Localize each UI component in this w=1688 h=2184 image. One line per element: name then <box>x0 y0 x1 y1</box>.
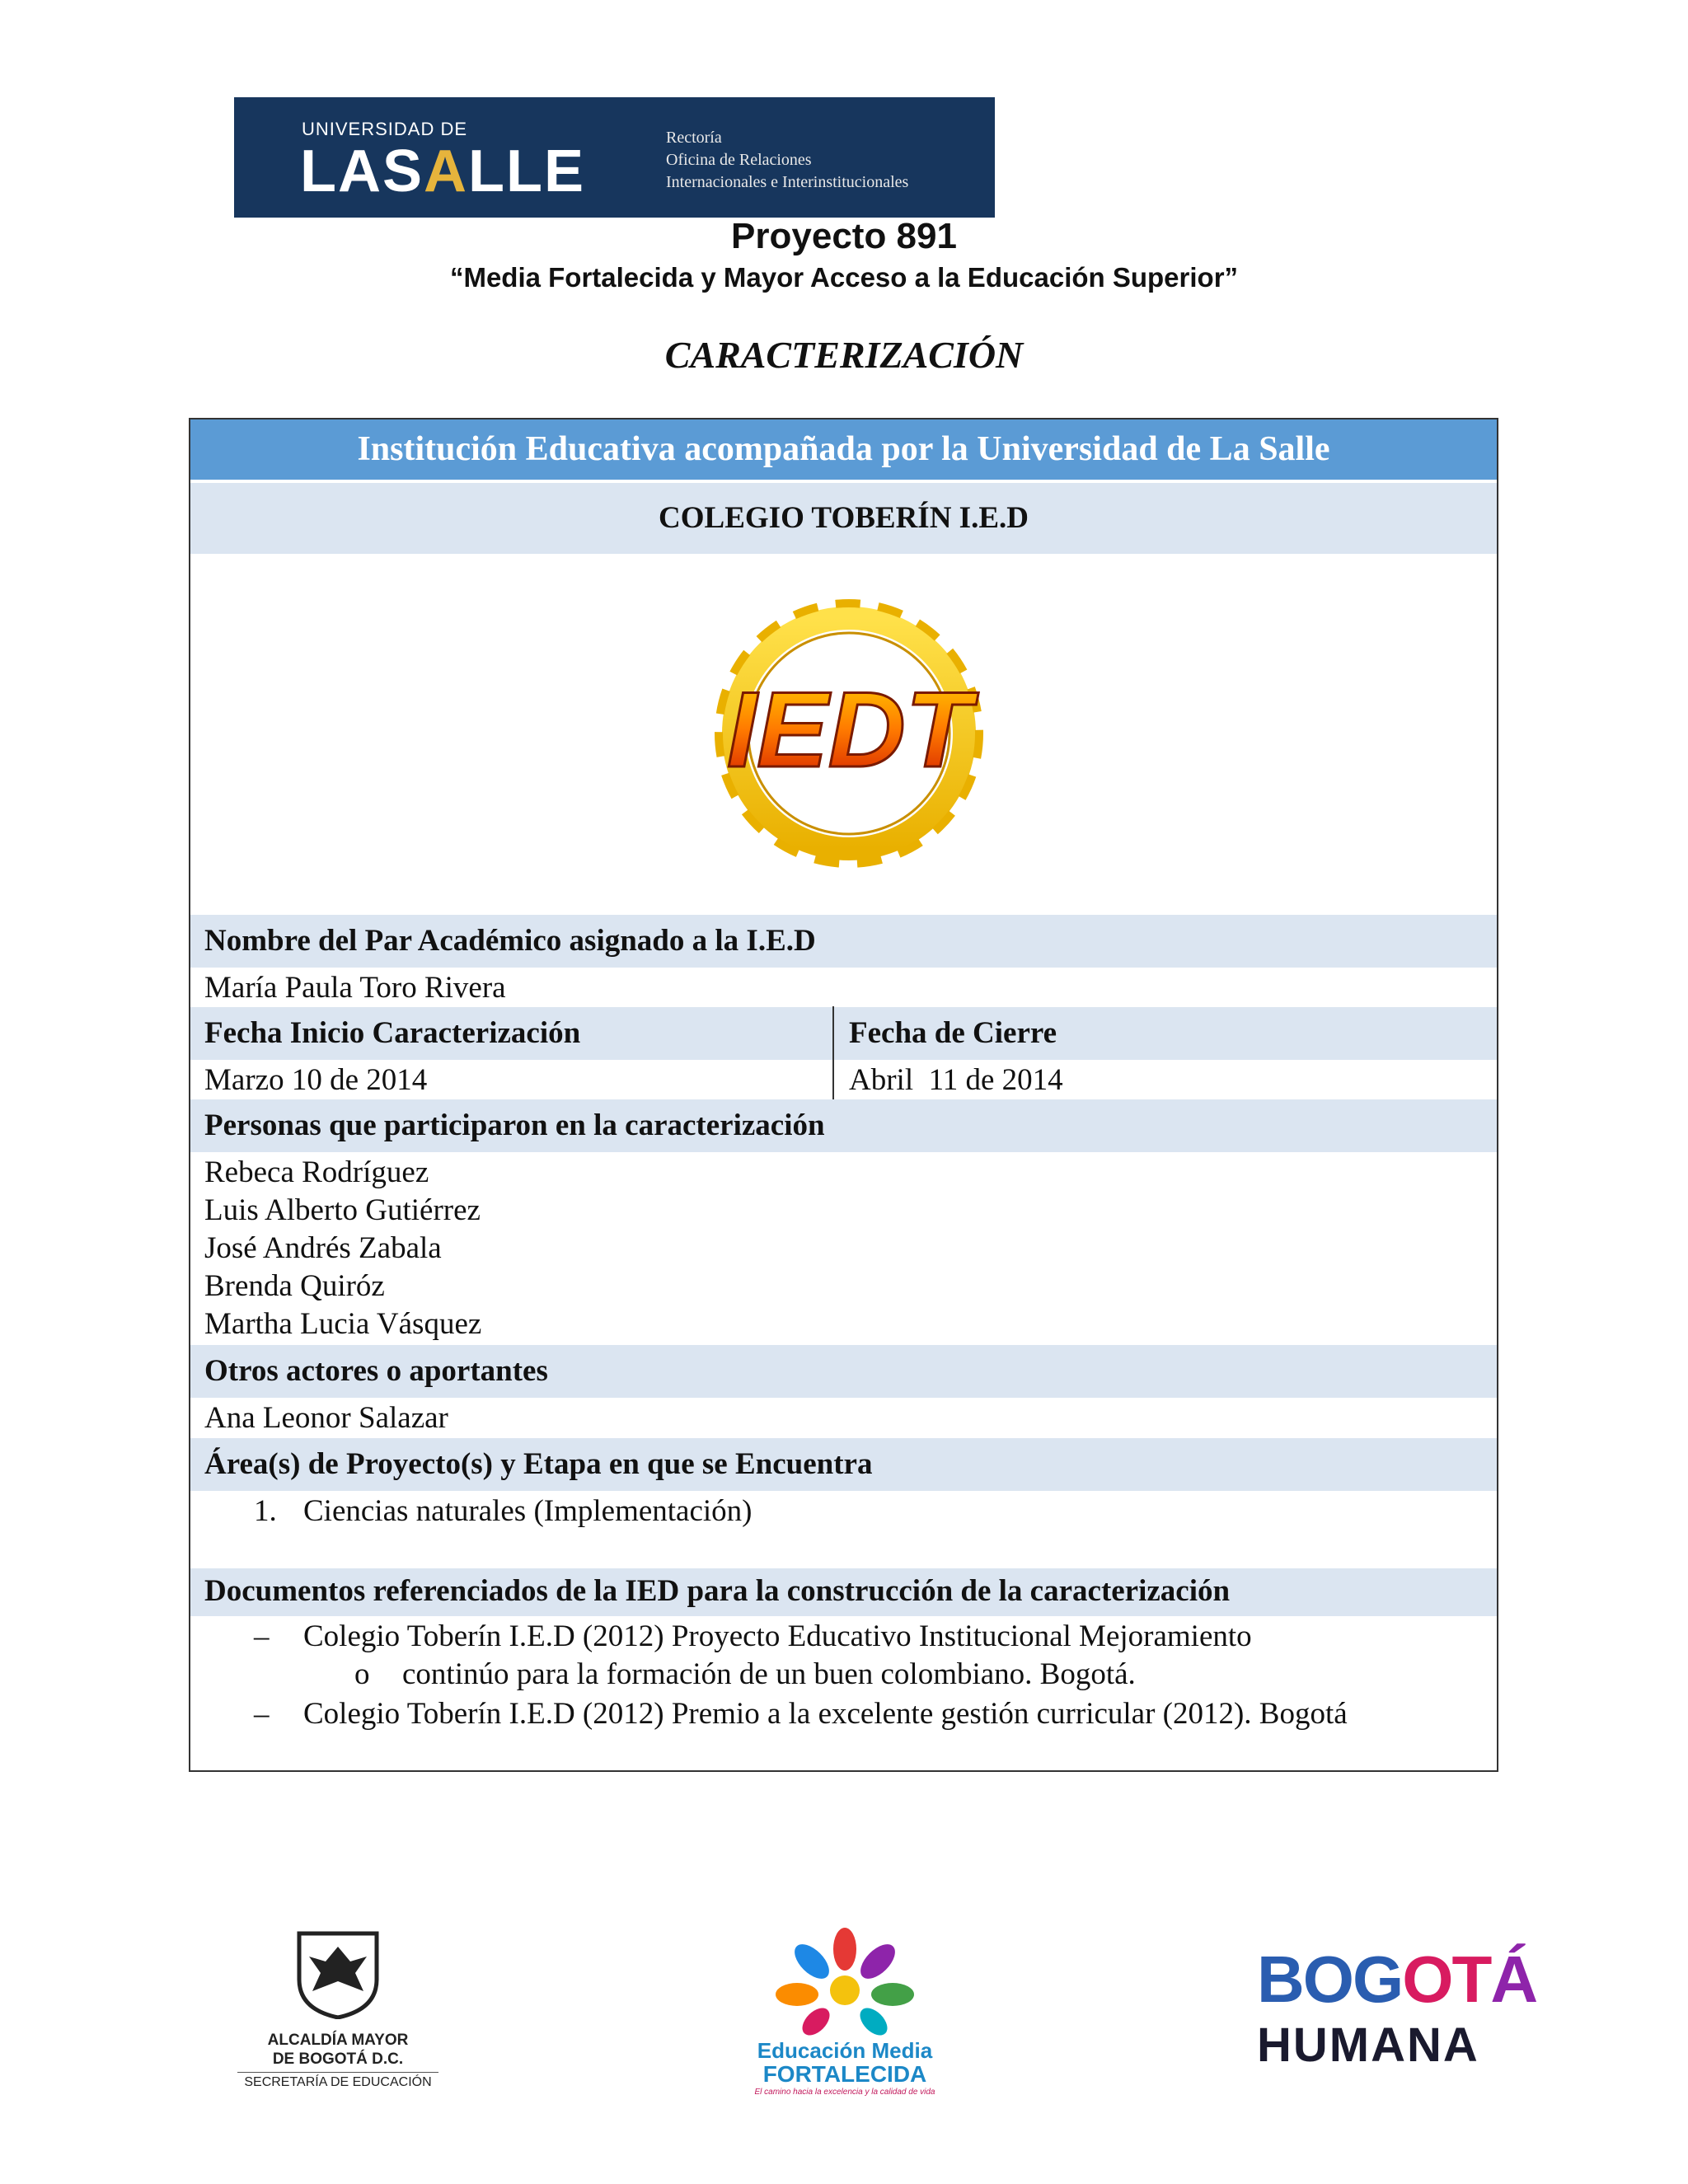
media-fortalecida-logo: Educación Media FORTALECIDA El camino hacia la excelencia y la calidad de vida <box>738 1924 952 2097</box>
flower-icon <box>771 1924 919 2040</box>
others-label: Otros actores o aportantes <box>204 1354 548 1388</box>
participant-item: Luis Alberto Gutiérrez <box>204 1193 481 1227</box>
participant-item: Brenda Quiróz <box>204 1269 385 1303</box>
par-value: María Paula Toro Rivera <box>204 971 506 1005</box>
doc-marker: o <box>354 1657 370 1691</box>
others-value: Ana Leonor Salazar <box>204 1401 448 1435</box>
alcaldia-logo: ALCALDÍA MAYOR DE BOGOTÁ D.C. SECRETARÍA DE EDUCACIÓN <box>231 1929 445 2093</box>
start-date-label: Fecha Inicio Caracterización <box>204 1016 581 1050</box>
participants-label: Personas que participaron en la caracterización <box>204 1108 825 1142</box>
participant-item: Rebeca Rodríguez <box>204 1155 429 1189</box>
bogota-text: BOGOTÁ <box>1257 1943 1537 2016</box>
section-title: CARACTERIZACIÓN <box>664 334 1024 376</box>
table-header: Institución Educativa acompañada por la Universidad de La Salle <box>190 419 1497 480</box>
start-date-value: Marzo 10 de 2014 <box>204 1063 428 1097</box>
school-logo <box>643 577 1055 882</box>
shield-icon <box>293 1929 383 2019</box>
participant-item: Martha Lucia Vásquez <box>204 1307 482 1341</box>
date-divider <box>832 1006 834 1100</box>
school-name: COLEGIO TOBERÍN I.E.D <box>190 483 1497 554</box>
bogota-humana-logo <box>1249 1943 1537 2077</box>
areas-label: Área(s) de Proyecto(s) y Etapa en que se Encuentra <box>204 1447 873 1481</box>
participant-item: José Andrés Zabala <box>204 1231 442 1265</box>
humana-text: HUMANA <box>1257 2018 1479 2072</box>
doc-item: Colegio Toberín I.E.D (2012) Proyecto Educativo Institucional Mejoramiento <box>303 1619 1252 1653</box>
university-name: LASALLE <box>300 138 585 204</box>
doc-item: Colegio Toberín I.E.D (2012) Premio a la excelente gestión curricular (2012). Bogotá <box>303 1697 1348 1731</box>
school-logo-text: IEDT <box>726 669 972 790</box>
project-subtitle: “Media Fortalecida y Mayor Acceso a la Educación Superior” <box>449 262 1239 293</box>
end-date-value: Abril 11 de 2014 <box>849 1063 1063 1097</box>
area-item: Ciencias naturales (Implementación) <box>303 1494 753 1528</box>
office-text: Rectoría Oficina de Relaciones Internacionales e Interinstitucionales <box>666 129 909 191</box>
par-label: Nombre del Par Académico asignado a la I.E.D <box>204 924 816 958</box>
doc-item: continúo para la formación de un buen colombiano. Bogotá. <box>402 1657 1136 1691</box>
docs-label: Documentos referenciados de la IED para la construcción de la caracterización <box>204 1574 1231 1608</box>
doc-marker: – <box>254 1619 270 1653</box>
university-small-text: UNIVERSIDAD DE <box>302 119 468 139</box>
area-marker: 1. <box>254 1494 277 1528</box>
university-logo-banner <box>234 97 995 218</box>
doc-marker: – <box>254 1697 270 1731</box>
project-title: Proyecto 891 <box>731 216 957 256</box>
end-date-label: Fecha de Cierre <box>849 1016 1057 1050</box>
